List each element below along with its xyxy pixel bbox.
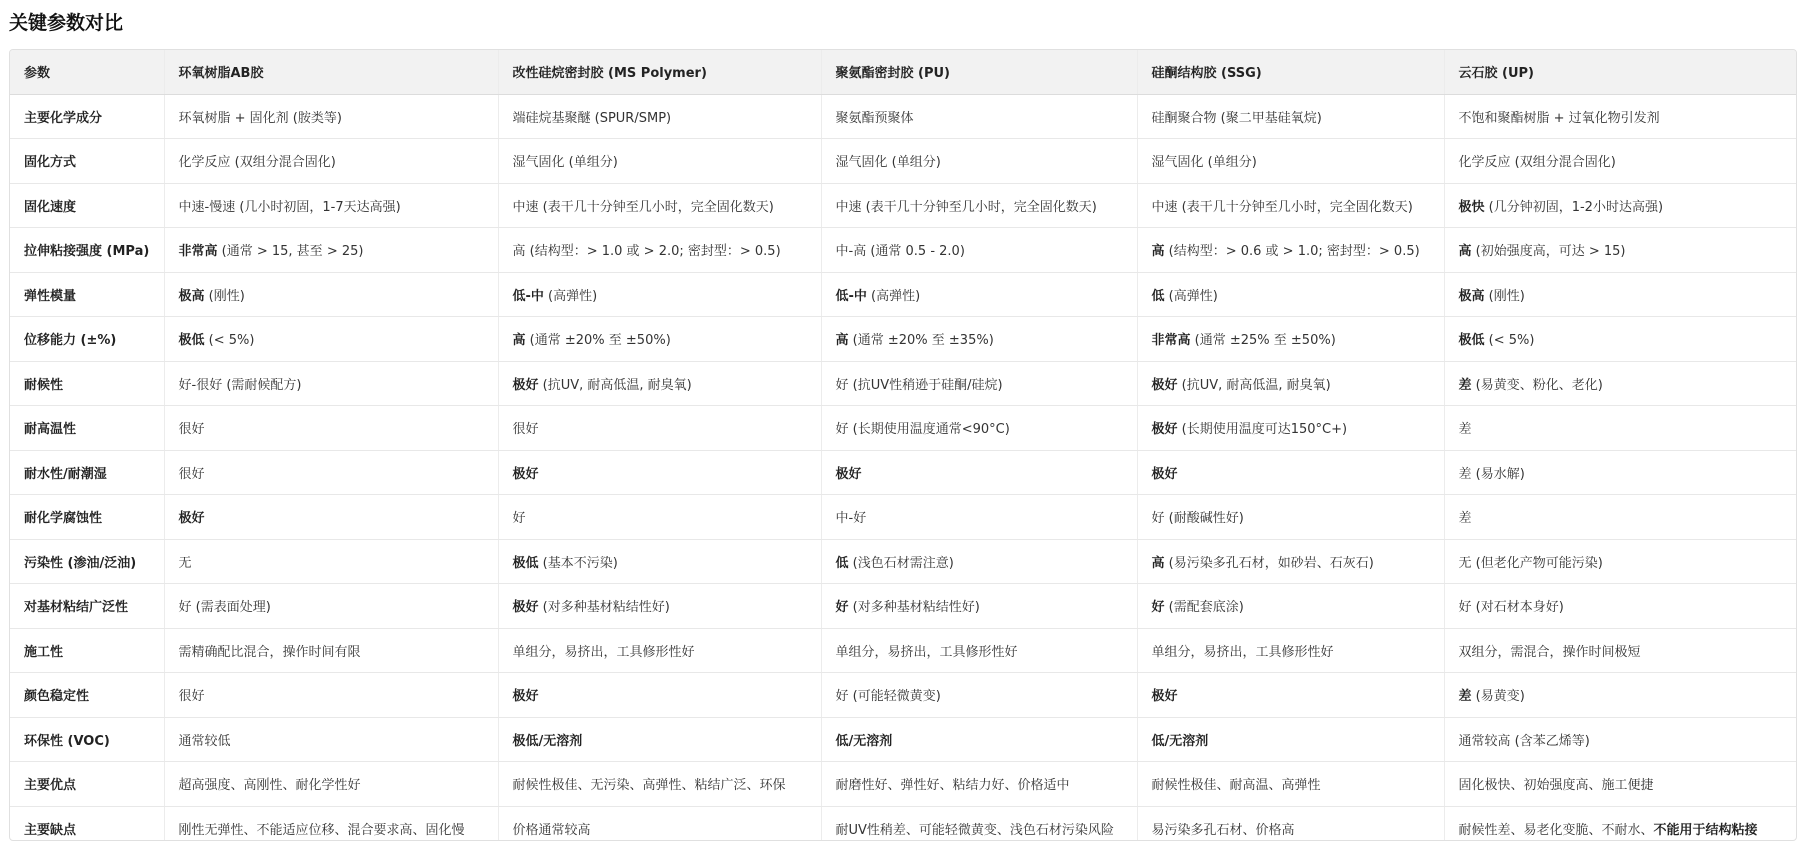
- cell-rating: 极好: [512, 377, 539, 393]
- row-param-label: 耐高温性: [10, 406, 164, 451]
- cell-text: 差 (易水解): [1458, 466, 1525, 482]
- table-cell: [1137, 361, 1444, 406]
- cell-rating: 极高: [178, 288, 205, 304]
- cell-text: 单组分，易挤出，工具修形性好: [512, 644, 695, 660]
- row-param-label: 耐化学腐蚀性: [10, 495, 164, 540]
- table-cell: [1137, 317, 1444, 362]
- cell-rating: 极高: [1458, 288, 1485, 304]
- cell-rating: 不能用于结构粘接: [1653, 822, 1758, 838]
- table-cell: [164, 539, 498, 584]
- cell-text: (抗UV, 耐高低温, 耐臭氧): [538, 377, 692, 393]
- table-cell: [821, 272, 1137, 317]
- cell-rating: 低/无溶剂: [1151, 733, 1209, 749]
- row-param-label: 耐候性: [10, 361, 164, 406]
- cell-text: (高弹性): [1164, 288, 1218, 304]
- table-cell: [1444, 628, 1796, 673]
- cell-rating: 低: [1151, 288, 1165, 304]
- table-cell: [1137, 584, 1444, 629]
- table-cell: [821, 139, 1137, 184]
- table-cell: [1444, 673, 1796, 718]
- table-cell: [821, 539, 1137, 584]
- cell-text: 好 (抗UV性稍逊于硅酮/硅烷): [835, 377, 1003, 393]
- table-row: [10, 183, 1796, 228]
- cell-rating: 好: [835, 600, 849, 616]
- cell-text: 很好: [178, 422, 205, 438]
- cell-text: (几分钟初固，1-2小时达高强): [1484, 199, 1664, 215]
- cell-rating: 极好: [1151, 466, 1178, 482]
- table-cell: [1444, 762, 1796, 807]
- table-cell: [821, 183, 1137, 228]
- cell-text: (初始强度高，可达 > 15): [1471, 244, 1626, 260]
- table-cell: [821, 450, 1137, 495]
- table-cell: [821, 762, 1137, 807]
- row-param-label: 对基材粘结广泛性: [10, 584, 164, 629]
- cell-rating: 低-中: [512, 288, 544, 304]
- table-cell: [498, 762, 821, 807]
- cell-text: 化学反应 (双组分混合固化): [1458, 155, 1616, 171]
- cell-text: 很好: [512, 422, 539, 438]
- cell-text: (对多种基材粘结性好): [848, 600, 980, 616]
- column-header: 参数: [10, 50, 164, 94]
- table-cell: [821, 584, 1137, 629]
- cell-text: 通常较低: [178, 733, 231, 749]
- column-header: 环氧树脂AB胶: [164, 50, 498, 94]
- table-cell: [164, 717, 498, 762]
- cell-text: 高 (结构型：> 1.0 或 > 2.0; 密封型：> 0.5): [512, 244, 781, 260]
- cell-text: (高弹性): [543, 288, 598, 304]
- cell-text: 湿气固化 (单组分): [512, 155, 618, 171]
- table-cell: [498, 450, 821, 495]
- cell-rating: 极好: [1151, 377, 1178, 393]
- table-cell: [821, 406, 1137, 451]
- table-cell: [1444, 317, 1796, 362]
- cell-text: 价格通常较高: [512, 822, 591, 838]
- row-param-label: 固化方式: [10, 139, 164, 184]
- cell-text: 聚氨酯预聚体: [835, 110, 914, 126]
- cell-text: 差: [1458, 422, 1472, 438]
- cell-text: 很好: [178, 689, 205, 705]
- cell-rating: 高: [1151, 244, 1165, 260]
- table-header-row: [10, 50, 1796, 94]
- row-param-label: 环保性 (VOC): [10, 717, 164, 762]
- table-row: [10, 673, 1796, 718]
- table-cell: [821, 806, 1137, 841]
- table-cell: [1137, 539, 1444, 584]
- table-cell: [1444, 272, 1796, 317]
- cell-rating: 极低: [512, 555, 539, 571]
- table-cell: [164, 450, 498, 495]
- table-row: [10, 762, 1796, 807]
- table-cell: [1444, 717, 1796, 762]
- table-cell: [498, 272, 821, 317]
- cell-text: 中速 (表干几十分钟至几小时，完全固化数天): [835, 199, 1097, 215]
- cell-text: (对多种基材粘结性好): [538, 600, 670, 616]
- comparison-table: [10, 50, 1796, 841]
- row-param-label: 弹性模量: [10, 272, 164, 317]
- table-cell: [164, 272, 498, 317]
- cell-rating: 极好: [512, 689, 539, 705]
- table-cell: [1444, 94, 1796, 139]
- table-cell: [498, 495, 821, 540]
- table-cell: [821, 628, 1137, 673]
- cell-text: 化学反应 (双组分混合固化): [178, 155, 336, 171]
- cell-text: (浅色石材需注意): [848, 555, 954, 571]
- cell-text: (高弹性): [866, 288, 921, 304]
- cell-rating: 极低: [1458, 333, 1485, 349]
- table-row: [10, 228, 1796, 273]
- cell-text: (基本不污染): [538, 555, 618, 571]
- cell-rating: 好: [1151, 600, 1165, 616]
- table-cell: [1137, 228, 1444, 273]
- cell-text: 中-高 (通常 0.5 - 2.0): [835, 244, 965, 260]
- table-cell: [164, 183, 498, 228]
- cell-rating: 极好: [178, 511, 205, 527]
- table-cell: [1137, 628, 1444, 673]
- cell-text: (通常 ±25% 至 ±50%): [1190, 333, 1336, 349]
- table-cell: [164, 762, 498, 807]
- table-cell: [1137, 139, 1444, 184]
- cell-text: 湿气固化 (单组分): [835, 155, 941, 171]
- row-param-label: 污染性 (渗油/泛油): [10, 539, 164, 584]
- cell-text: 通常较高 (含苯乙烯等): [1458, 733, 1590, 749]
- cell-text: (结构型：> 0.6 或 > 1.0; 密封型：> 0.5): [1164, 244, 1420, 260]
- row-param-label: 位移能力 (±%): [10, 317, 164, 362]
- cell-text: (需配套底涂): [1164, 600, 1244, 616]
- table-cell: [498, 539, 821, 584]
- cell-rating: 高: [835, 333, 849, 349]
- row-param-label: 主要缺点: [10, 806, 164, 841]
- cell-text: 单组分，易挤出，工具修形性好: [1151, 644, 1334, 660]
- cell-text: 差: [1458, 511, 1472, 527]
- cell-text: 环氧树脂 + 固化剂 (胺类等): [178, 110, 342, 126]
- table-cell: [1137, 717, 1444, 762]
- cell-text: (通常 > 15, 甚至 > 25): [217, 244, 364, 260]
- cell-rating: 低: [835, 555, 849, 571]
- table-cell: [821, 361, 1137, 406]
- table-cell: [821, 717, 1137, 762]
- table-cell: [1137, 94, 1444, 139]
- cell-text: 不饱和聚酯树脂 + 过氧化物引发剂: [1458, 110, 1660, 126]
- row-param-label: 固化速度: [10, 183, 164, 228]
- table-cell: [498, 406, 821, 451]
- table-cell: [498, 673, 821, 718]
- table-cell: [1137, 762, 1444, 807]
- table-cell: [498, 94, 821, 139]
- table-cell: [498, 584, 821, 629]
- table-cell: [164, 495, 498, 540]
- cell-text: 中速 (表干几十分钟至几小时，完全固化数天): [1151, 199, 1413, 215]
- table-row: [10, 717, 1796, 762]
- cell-rating: 差: [1458, 377, 1472, 393]
- table-row: [10, 94, 1796, 139]
- table-cell: [821, 94, 1137, 139]
- table-cell: [1444, 495, 1796, 540]
- table-row: [10, 806, 1796, 841]
- table-cell: [821, 228, 1137, 273]
- cell-text: 耐候性极佳、耐高温、高弹性: [1151, 778, 1321, 794]
- table-cell: [498, 183, 821, 228]
- cell-rating: 极低: [178, 333, 205, 349]
- column-header: 云石胶 (UP): [1444, 50, 1796, 94]
- table-cell: [1137, 806, 1444, 841]
- cell-text: (易黄变、粉化、老化): [1471, 377, 1603, 393]
- table-body: [10, 94, 1796, 841]
- cell-text: 固化极快、初始强度高、施工便捷: [1458, 778, 1654, 794]
- table-cell: [1444, 228, 1796, 273]
- cell-rating: 极低/无溶剂: [512, 733, 583, 749]
- page-title: 关键参数对比: [9, 12, 124, 34]
- table-cell: [1137, 673, 1444, 718]
- cell-text: 无 (但老化产物可能污染): [1458, 555, 1603, 571]
- cell-text: 无: [178, 555, 192, 571]
- table-cell: [1137, 450, 1444, 495]
- table-row: [10, 628, 1796, 673]
- table-cell: [1444, 139, 1796, 184]
- cell-text: 中-好: [835, 511, 867, 527]
- cell-text: 耐UV性稍差、可能轻微黄变、浅色石材污染风险: [835, 822, 1114, 838]
- table-cell: [498, 228, 821, 273]
- table-cell: [821, 495, 1137, 540]
- column-header: 硅酮结构胶 (SSG): [1137, 50, 1444, 94]
- table-cell: [498, 806, 821, 841]
- row-param-label: 施工性: [10, 628, 164, 673]
- table-cell: [1444, 584, 1796, 629]
- cell-text: 好 (长期使用温度通常<90°C): [835, 422, 1010, 438]
- table-cell: [1137, 406, 1444, 451]
- table-row: [10, 406, 1796, 451]
- cell-text: (刚性): [204, 288, 245, 304]
- cell-rating: 极快: [1458, 199, 1485, 215]
- cell-rating: 极好: [512, 466, 539, 482]
- table-cell: [1444, 406, 1796, 451]
- table-row: [10, 272, 1796, 317]
- row-param-label: 主要化学成分: [10, 94, 164, 139]
- cell-text: 湿气固化 (单组分): [1151, 155, 1257, 171]
- comparison-table-container[interactable]: [9, 49, 1797, 841]
- column-header: 聚氨酯密封胶 (PU): [821, 50, 1137, 94]
- cell-text: (通常 ±20% 至 ±35%): [848, 333, 994, 349]
- table-cell: [498, 139, 821, 184]
- table-row: [10, 584, 1796, 629]
- cell-text: (易污染多孔石材，如砂岩、石灰石): [1164, 555, 1374, 571]
- table-cell: [498, 361, 821, 406]
- cell-text: 刚性无弹性、不能适应位移、混合要求高、固化慢: [178, 822, 465, 838]
- table-cell: [164, 406, 498, 451]
- cell-text: 硅酮聚合物 (聚二甲基硅氧烷): [1151, 110, 1322, 126]
- cell-text: (易黄变): [1471, 689, 1525, 705]
- row-param-label: 耐水性/耐潮湿: [10, 450, 164, 495]
- cell-text: 好: [512, 511, 526, 527]
- table-cell: [164, 584, 498, 629]
- cell-text: 中速-慢速 (几小时初固，1-7天达高强): [178, 199, 401, 215]
- cell-text: 耐候性差、易老化变脆、不耐水、: [1458, 822, 1654, 838]
- table-cell: [1444, 361, 1796, 406]
- cell-text: 很好: [178, 466, 205, 482]
- table-cell: [1444, 183, 1796, 228]
- cell-rating: 差: [1458, 689, 1472, 705]
- table-cell: [164, 139, 498, 184]
- cell-text: 易污染多孔石材、价格高: [1151, 822, 1295, 838]
- table-cell: [164, 94, 498, 139]
- cell-rating: 低-中: [835, 288, 867, 304]
- table-cell: [164, 228, 498, 273]
- table-cell: [164, 317, 498, 362]
- table-cell: [164, 628, 498, 673]
- cell-rating: 极好: [835, 466, 862, 482]
- table-cell: [821, 317, 1137, 362]
- table-row: [10, 495, 1796, 540]
- table-cell: [1137, 495, 1444, 540]
- cell-text: (< 5%): [204, 333, 255, 349]
- row-param-label: 颜色稳定性: [10, 673, 164, 718]
- cell-rating: 非常高: [1151, 333, 1191, 349]
- table-row: [10, 139, 1796, 184]
- cell-rating: 高: [512, 333, 526, 349]
- table-row: [10, 317, 1796, 362]
- table-cell: [1444, 450, 1796, 495]
- cell-text: 好 (耐酸碱性好): [1151, 511, 1244, 527]
- cell-text: 耐候性极佳、无污染、高弹性、粘结广泛、环保: [512, 778, 786, 794]
- cell-rating: 高: [1458, 244, 1472, 260]
- table-cell: [164, 361, 498, 406]
- table-cell: [498, 317, 821, 362]
- table-cell: [498, 717, 821, 762]
- cell-text: (通常 ±20% 至 ±50%): [525, 333, 671, 349]
- cell-rating: 极好: [1151, 689, 1178, 705]
- cell-text: 需精确配比混合，操作时间有限: [178, 644, 361, 660]
- table-cell: [1444, 806, 1796, 841]
- table-cell: [1137, 272, 1444, 317]
- table-row: [10, 361, 1796, 406]
- cell-rating: 高: [1151, 555, 1165, 571]
- cell-text: 双组分，需混合，操作时间极短: [1458, 644, 1641, 660]
- cell-text: (刚性): [1484, 288, 1525, 304]
- cell-rating: 低/无溶剂: [835, 733, 893, 749]
- cell-text: 好 (对石材本身好): [1458, 600, 1564, 616]
- table-row: [10, 450, 1796, 495]
- cell-text: 好 (可能轻微黄变): [835, 689, 941, 705]
- cell-text: 耐磨性好、弹性好、粘结力好、价格适中: [835, 778, 1070, 794]
- table-cell: [164, 806, 498, 841]
- cell-text: (长期使用温度可达150°C+): [1177, 422, 1348, 438]
- cell-text: 超高强度、高刚性、耐化学性好: [178, 778, 361, 794]
- table-cell: [164, 673, 498, 718]
- cell-text: (抗UV, 耐高低温, 耐臭氧): [1177, 377, 1331, 393]
- cell-text: (< 5%): [1484, 333, 1535, 349]
- cell-rating: 极好: [512, 600, 539, 616]
- table-row: [10, 539, 1796, 584]
- row-param-label: 主要优点: [10, 762, 164, 807]
- cell-text: 单组分，易挤出，工具修形性好: [835, 644, 1018, 660]
- table-cell: [1444, 539, 1796, 584]
- cell-rating: 非常高: [178, 244, 218, 260]
- cell-text: 端硅烷基聚醚 (SPUR/SMP): [512, 110, 672, 126]
- table-cell: [1137, 183, 1444, 228]
- row-param-label: 拉伸粘接强度 (MPa): [10, 228, 164, 273]
- cell-text: 好-很好 (需耐候配方): [178, 377, 302, 393]
- cell-text: 中速 (表干几十分钟至几小时，完全固化数天): [512, 199, 774, 215]
- cell-rating: 极好: [1151, 422, 1178, 438]
- table-cell: [821, 673, 1137, 718]
- column-header: 改性硅烷密封胶 (MS Polymer): [498, 50, 821, 94]
- table-cell: [498, 628, 821, 673]
- cell-text: 好 (需表面处理): [178, 600, 271, 616]
